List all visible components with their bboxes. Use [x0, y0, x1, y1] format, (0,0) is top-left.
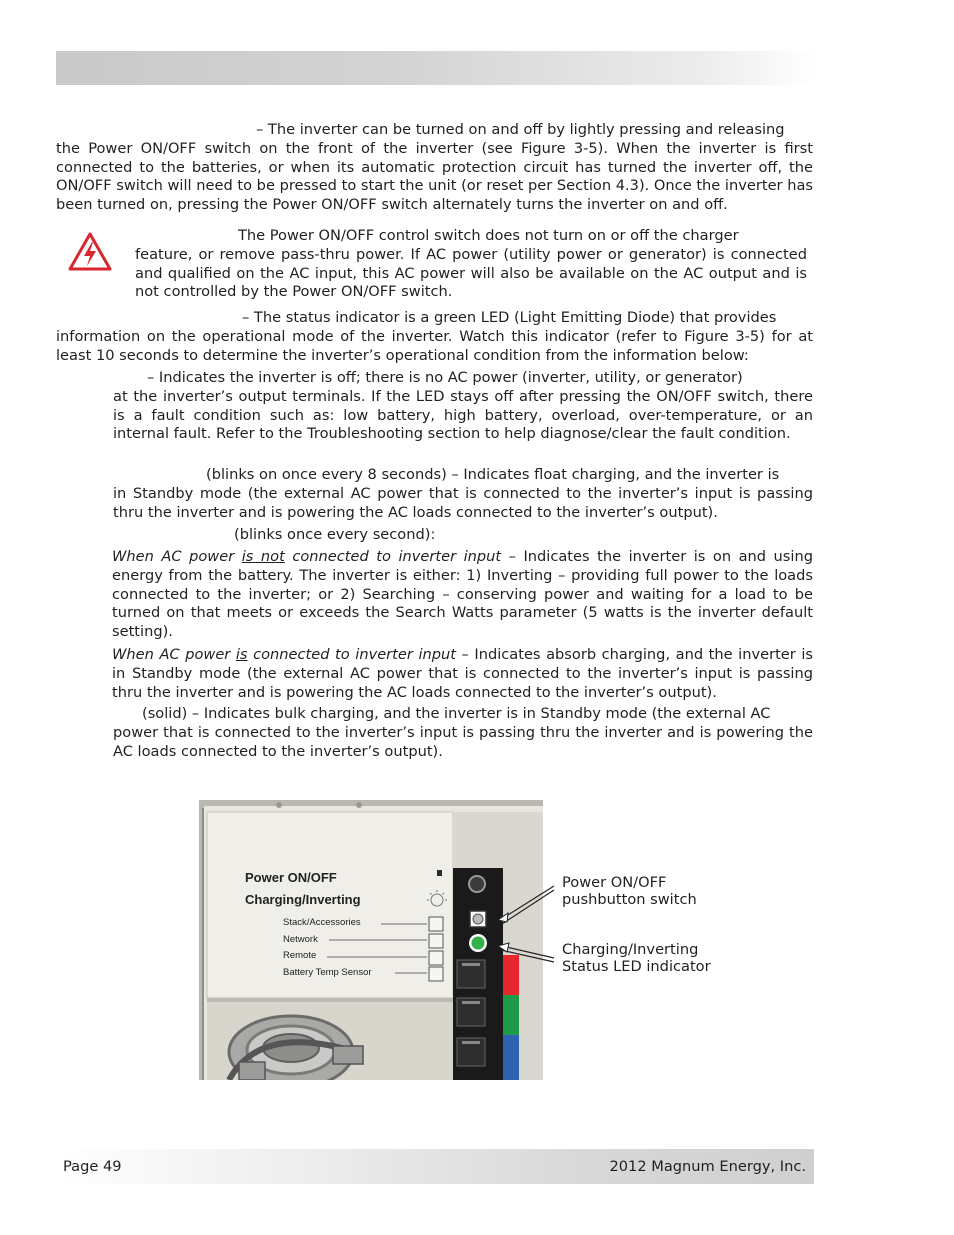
- callout-status-led-line2: Status LED indicator: [562, 957, 711, 975]
- status-indicator-paragraph: [56, 309, 813, 365]
- condition-a-description: – Indicates the inverter is on and using energy from the battery. The inverter is either: 1) Inverting – providing full power to the loads connected to the inverter; or 2) Searching – conserving power and waiting for a load to be turned on that meets or exceeds the Search Watts parameter (5 watts is the inverter default setting).: [112, 548, 813, 641]
- condition-a-suffix: connected to inverter input: [284, 548, 502, 565]
- led-solid-line1: (solid) – Indicates bulk charging, and the inverter is in Standby mode (the external AC: [142, 705, 771, 722]
- led-fast-blink-intro-text: (blinks once every second):: [234, 526, 436, 543]
- condition-b-description: – Indicates absorb charging, and the inverter is in Standby mode (the external AC power that is connected to the inverter’s input is passing thru the inverter and is powering the AC loads connected to the inverter’s output).: [112, 646, 813, 701]
- panel-label-power: Power ON/OFF: [245, 870, 337, 885]
- led-off-line1: – Indicates the inverter is off; there is no AC power (inverter, utility, or generator): [147, 369, 743, 386]
- power-switch-line1: – The inverter can be turned on and off by lightly pressing and releasing: [256, 121, 785, 138]
- callout-power-switch-line2: pushbutton switch: [562, 890, 697, 908]
- led-fast-blink-ac-not-connected: [112, 548, 813, 642]
- callout-power-switch-line1: Power ON/OFF: [562, 874, 667, 891]
- led-off-body: at the inverter’s output terminals. If the LED stays off after pressing the ON/OFF switch, there is a fault condition such as: low battery, high battery, overload, over-temperature, or an internal fault. Refer to the Troubleshooting section to help diagnose/clear the fault condition.: [113, 387, 813, 443]
- led-off-paragraph: [113, 369, 813, 444]
- electrical-shock-warning-icon: [68, 232, 112, 272]
- callout-power-switch: [562, 875, 697, 908]
- led-fast-blink-ac-connected: [112, 646, 813, 702]
- status-indicator-line1: – The status indicator is a green LED (Light Emitting Diode) that provides: [242, 309, 777, 326]
- callout-leader-lines: [480, 880, 560, 970]
- power-switch-body: the Power ON/OFF switch on the front of the inverter (see Figure 3-5). When the inverter is first connected to the batteries, or when its automatic protection circuit has turned the inverter off, the ON/OFF switch will need to be pressed to start the unit (or reset per Section 4.3). Once the inverter has been turned on, pressing the Power ON/OFF switch alternately turns the inverter on and off.: [56, 139, 813, 214]
- status-indicator-body: information on the operational mode of the inverter. Watch this indicator (refer to Figure 3-5) for at least 10 seconds to determine the inverter’s operational condition from the information below:: [56, 327, 813, 364]
- port-label-battery-temp: Battery Temp Sensor: [283, 967, 372, 978]
- led-slow-blink-body: in Standby mode (the external AC power that is connected to the inverter’s input is passing thru the inverter and is powering the AC loads connected to the inverter’s output).: [113, 484, 813, 521]
- header-bar: [56, 51, 816, 85]
- led-slow-blink-line1: (blinks on once every 8 seconds) – Indicates float charging, and the inverter is: [206, 466, 780, 483]
- condition-a-underlined: is not: [241, 548, 285, 565]
- port-label-stack: Stack/Accessories: [283, 917, 361, 928]
- led-solid-paragraph: [113, 705, 813, 761]
- port-label-remote: Remote: [283, 950, 317, 961]
- led-slow-blink-paragraph: [113, 466, 813, 522]
- page-number: Page 49: [63, 1158, 122, 1175]
- callout-status-led-line1: Charging/Inverting: [562, 941, 699, 958]
- panel-label-charging: Charging/Inverting: [245, 892, 361, 907]
- power-switch-paragraph: [56, 121, 813, 215]
- warning-body: feature, or remove pass-thru power. If AC power (utility power or generator) is connected and qualified on the AC input, this AC power will also be available on the AC output and is not controlled by the Power ON/OFF switch.: [135, 245, 807, 301]
- port-label-network: Network: [283, 934, 318, 945]
- condition-b-suffix: connected to inverter input: [247, 646, 456, 663]
- condition-b-underlined: is: [235, 646, 248, 663]
- warning-line1: The Power ON/OFF control switch does not turn on or off the charger: [238, 227, 739, 244]
- callout-status-led: [562, 942, 711, 975]
- led-fast-blink-intro: [113, 526, 813, 545]
- company-copyright: 2012 Magnum Energy, Inc.: [609, 1158, 806, 1175]
- condition-a-prefix: When AC power: [112, 548, 242, 565]
- warning-paragraph: [135, 227, 807, 302]
- led-solid-body: power that is connected to the inverter’s input is passing thru the inverter and is powering the AC loads connected to the inverter’s output).: [113, 723, 813, 760]
- condition-b-prefix: When AC power: [112, 646, 236, 663]
